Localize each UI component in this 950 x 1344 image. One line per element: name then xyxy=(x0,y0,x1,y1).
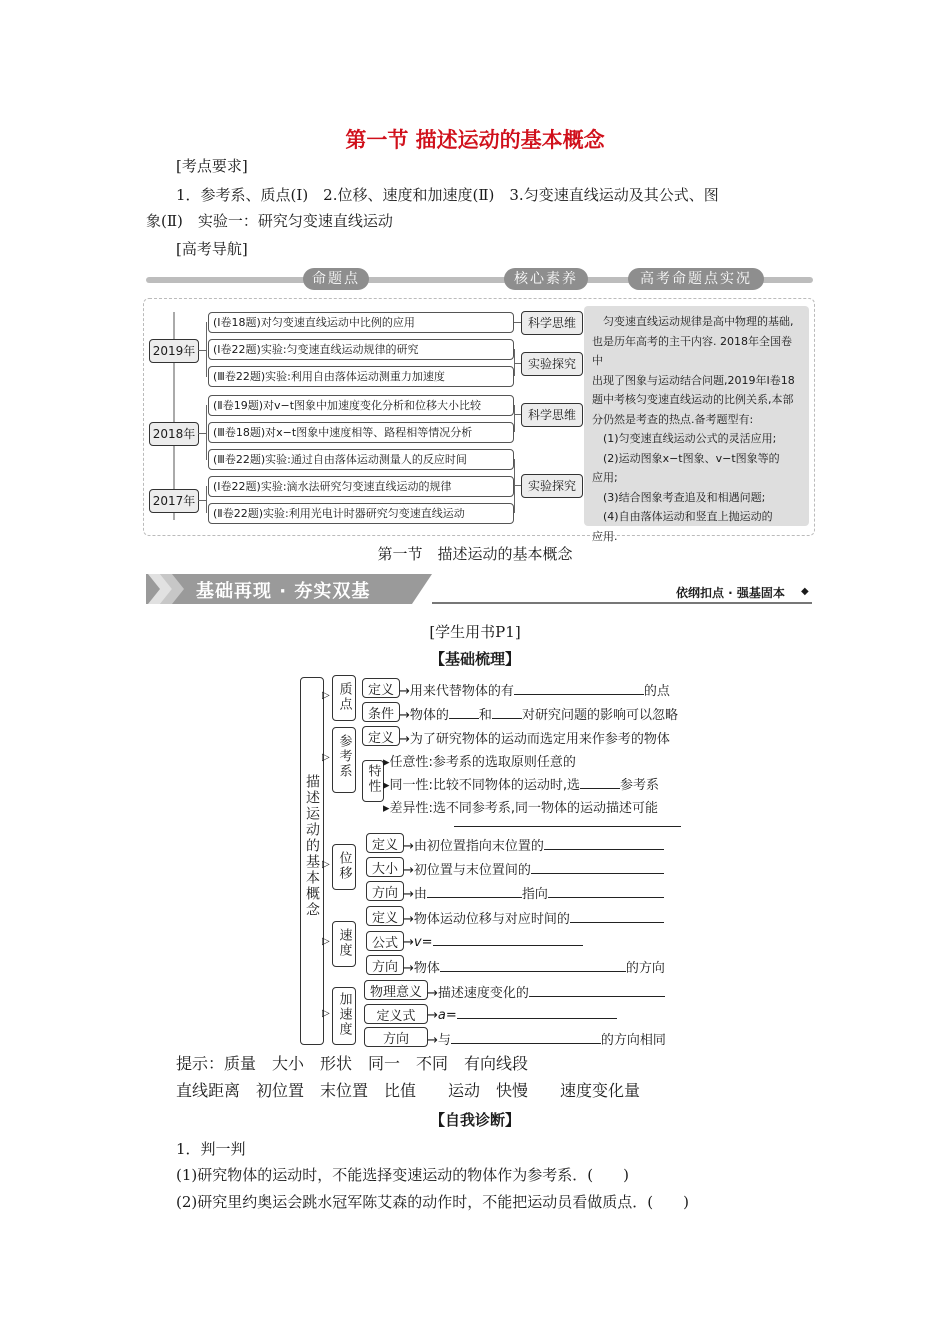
blank-line xyxy=(454,826,681,827)
side-line: 分仍然是考查的热点.备考题型有: xyxy=(592,412,754,426)
bracket-2019-h xyxy=(198,350,206,351)
banner-text: 基础再现 · 夯实双基 xyxy=(196,581,371,602)
pill-hexinsuyang: 核心素养 xyxy=(504,268,588,290)
section-caption: 第一节 描述运动的基本概念 xyxy=(377,545,573,563)
group-sudu xyxy=(332,921,356,967)
group-cankaoxi xyxy=(332,727,356,793)
text: 的方向 xyxy=(625,961,665,976)
item-3: (Ⅲ卷22题)实验:利用自由落体运动测重力加速度 xyxy=(208,366,514,387)
text: 物体运动位移与对应时间的 xyxy=(413,912,570,927)
box-wuli-yiyi: 物理意义 xyxy=(364,980,428,1000)
blank xyxy=(570,910,664,923)
side-line: 匀变速直线运动规律是高中物理的基础, xyxy=(592,315,794,328)
blank xyxy=(492,706,522,719)
blank xyxy=(544,837,664,850)
text: v= xyxy=(413,935,433,950)
blank xyxy=(529,984,665,997)
text: 描述速度变化的 xyxy=(437,986,529,1001)
tag-shiyan-tanjiu-1: 实验探究 xyxy=(521,352,583,376)
box-dingyi-sudu: 定义 xyxy=(366,906,404,926)
side-line: 也是历年高考的主干内容. 2018年全国卷中 xyxy=(592,334,792,367)
arrow-icon: ▷ xyxy=(322,752,330,763)
student-book: [学生用书P1] xyxy=(429,623,521,641)
mm-line-15: →与 的方向相同 xyxy=(427,1033,666,1048)
side-line: (3)结合图象考查追及和相遇问题; xyxy=(592,490,766,504)
group-label: 参考系 xyxy=(336,734,352,779)
kaodian-label: [考点要求] xyxy=(176,157,248,175)
box-dingyi-zhidian: 定义 xyxy=(362,678,400,698)
item-2: (Ⅰ卷22题)实验:匀变速直线运动规律的研究 xyxy=(208,339,514,360)
box-dingyishi: 定义式 xyxy=(364,1004,428,1024)
text: 由初位置指向末位置的 xyxy=(413,839,544,854)
text: 任意性:参考系的选取原则任意的 xyxy=(389,755,576,770)
blank xyxy=(580,776,620,789)
tag-shiyan-tanjiu-2: 实验探究 xyxy=(521,474,583,498)
group-label: 速度 xyxy=(336,928,352,958)
mm-line-2: →物体的 和 对研究问题的影响可以忽略 xyxy=(399,708,678,723)
tips-line-1: 提示：质量 大小 形状 同一 不同 有向线段 xyxy=(176,1054,529,1073)
year-2017: 2017年 xyxy=(149,489,199,513)
mm-line-8: →初位置与末位置间的 xyxy=(403,859,664,878)
page-title: 第一节 描述运动的基本概念 xyxy=(345,127,605,152)
blank xyxy=(427,885,522,898)
text: 物体 xyxy=(413,961,440,976)
mm-line-1: →用来代替物体的有 的点 xyxy=(399,684,670,699)
bracket-2018-v xyxy=(206,405,207,460)
side-line: 题中考核匀变速直线运动的比例关系,本部 xyxy=(592,393,794,406)
mindmap-root xyxy=(300,677,324,1045)
mm-line-7: →由初位置指向末位置的 xyxy=(403,835,664,854)
text: 与 xyxy=(437,1033,451,1048)
group-zhidian xyxy=(332,675,356,721)
kaodian-line-2: 象(Ⅱ) 实验一：研究匀变速直线运动 xyxy=(146,212,393,230)
arrow-icon: ▷ xyxy=(322,690,330,701)
bracket-2017-v xyxy=(206,486,207,513)
arrow-icon: ▷ xyxy=(322,859,330,870)
tag-kexue-siwei-2: 科学思维 xyxy=(521,403,583,427)
box-fangxiang-sudu: 方向 xyxy=(366,955,404,975)
question-2: (2)研究里约奥运会跳水冠军陈艾森的动作时，不能把运动员看做质点．( ) xyxy=(176,1193,689,1211)
banner-right: 依纲扣点 · 强基固本 xyxy=(676,586,785,600)
text: 为了研究物体的运动而选定用来作参考的物体 xyxy=(409,732,670,747)
blank xyxy=(451,1031,601,1044)
tips-line-2: 直线距离 初位置 末位置 比值 运动 快慢 速度变化量 xyxy=(176,1081,641,1100)
mm-line-11: →v= xyxy=(403,933,583,950)
item-7: (Ⅰ卷22题)实验:滴水法研究匀变速直线运动的规律 xyxy=(208,476,514,497)
side-line: (1)匀变速直线运动公式的灵活应用; xyxy=(592,432,777,445)
shikuang-panel xyxy=(584,306,809,543)
text: 由 xyxy=(413,887,427,902)
item-8: (Ⅱ卷22题)实验:利用光电计时器研究匀变速直线运动 xyxy=(208,503,514,524)
text: 初位置与末位置间的 xyxy=(413,863,531,878)
box-tiaojian: 条件 xyxy=(362,702,400,722)
pill-mingtidian: 命题点 xyxy=(303,268,369,290)
mm-line-3: →为了研究物体的运动而选定用来作参考的物体 xyxy=(399,732,670,747)
kaodian-line-1: 1．参考系、质点(Ⅰ) 2.位移、速度和加速度(Ⅱ) 3.匀变速直线运动及其公式、图 xyxy=(176,186,719,204)
year-2019: 2019年 xyxy=(149,339,199,363)
question-1: (1)研究物体的运动时，不能选择变速运动的物体作为参考系．( ) xyxy=(176,1166,629,1184)
texing-label: 特性 xyxy=(365,764,381,794)
pill-shikuang: 高考命题点实况 xyxy=(628,268,764,290)
group-jiasudu xyxy=(332,987,356,1045)
box-texing xyxy=(362,760,384,802)
blank xyxy=(440,959,626,972)
side-line: (2)运动图象x−t图象、v−t图象等的 xyxy=(592,451,780,465)
banner-rule xyxy=(432,602,812,604)
mm-line-12: →物体 的方向 xyxy=(403,961,665,976)
group-label: 加速度 xyxy=(336,992,352,1037)
item-5: (Ⅲ卷18题)对x−t图象中速度相等、路程相等情况分析 xyxy=(208,422,514,443)
box-dingyi-weiyi: 定义 xyxy=(366,833,404,853)
text: 参考系 xyxy=(620,778,660,793)
group-weiyi xyxy=(332,844,356,890)
arrow-icon: ▷ xyxy=(322,936,330,947)
text: 的点 xyxy=(643,684,670,699)
mm-line-13: →描述速度变化的 xyxy=(427,982,665,1001)
box-fangxiang-weiyi: 方向 xyxy=(366,881,404,901)
blank xyxy=(449,706,479,719)
text: 用来代替物体的有 xyxy=(409,684,514,699)
item-6: (Ⅲ卷22题)实验:通过自由落体运动测量人的反应时间 xyxy=(208,449,514,470)
text: 同一性:比较不同物体的运动时,选 xyxy=(389,778,581,793)
text: 指向 xyxy=(521,887,548,902)
mm-line-9: →由 指向 xyxy=(403,883,664,902)
question-head: 1．判一判 xyxy=(176,1140,246,1158)
side-line: 应用. xyxy=(592,529,618,543)
mm-line-4: ▸任意性:参考系的选取原则任意的 xyxy=(383,755,576,770)
text: 对研究问题的影响可以忽略 xyxy=(521,708,678,723)
text: 的方向相同 xyxy=(600,1033,666,1048)
daohang-label: [高考导航] xyxy=(176,240,248,258)
text: 物体的 xyxy=(409,708,449,723)
mindmap-root-label: 描述运动的基本概念 xyxy=(304,774,320,918)
mm-line-14: →a= xyxy=(427,1006,617,1023)
conn-4v xyxy=(514,459,515,513)
bracket-2018-h xyxy=(198,433,206,434)
banner-chevron-icon xyxy=(146,574,186,604)
box-daxiao: 大小 xyxy=(366,857,404,877)
mm-line-10: →物体运动位移与对应时间的 xyxy=(403,908,664,927)
item-1: (Ⅰ卷18题)对匀变速直线运动中比例的应用 xyxy=(208,312,514,333)
tag-kexue-siwei-1: 科学思维 xyxy=(521,311,583,335)
side-line: 应用; xyxy=(592,471,618,484)
mm-line-6: ▸差异性:选不同参考系,同一物体的运动描述可能 xyxy=(383,801,659,816)
item-4: (Ⅱ卷19题)对v−t图象中加速度变化分析和位移大小比较 xyxy=(208,395,514,416)
blank xyxy=(457,1006,617,1019)
blank xyxy=(531,861,664,874)
mm-line-5: ▸同一性:比较不同物体的运动时,选 参考系 xyxy=(383,778,660,793)
box-dingyi-cankaoxi: 定义 xyxy=(362,726,400,746)
text: a= xyxy=(437,1008,457,1023)
conn-3v xyxy=(514,405,515,432)
blank xyxy=(548,885,664,898)
side-line: (4)自由落体运动和竖直上抛运动的 xyxy=(592,510,773,523)
jichu-label: 【基础梳理】 xyxy=(429,650,520,668)
text: 和 xyxy=(478,708,492,723)
diamond-icon: ◆ xyxy=(801,586,809,597)
blank xyxy=(433,933,583,946)
text: 差异性:选不同参考系,同一物体的运动描述可能 xyxy=(389,801,659,816)
ziwo-label: 【自我诊断】 xyxy=(429,1111,520,1129)
arrow-icon: ▷ xyxy=(322,1008,330,1019)
box-fangxiang-jiasudu: 方向 xyxy=(364,1027,428,1047)
box-gongshi: 公式 xyxy=(366,931,404,951)
side-line: 出现了图象与运动结合问题,2019年Ⅰ卷18 xyxy=(592,373,795,387)
blank xyxy=(514,682,644,695)
year-2018: 2018年 xyxy=(149,422,199,446)
group-label: 位移 xyxy=(336,851,352,881)
group-label: 质点 xyxy=(336,682,352,712)
bracket-2019-v xyxy=(206,322,207,377)
bracket-2017-h xyxy=(198,500,206,501)
